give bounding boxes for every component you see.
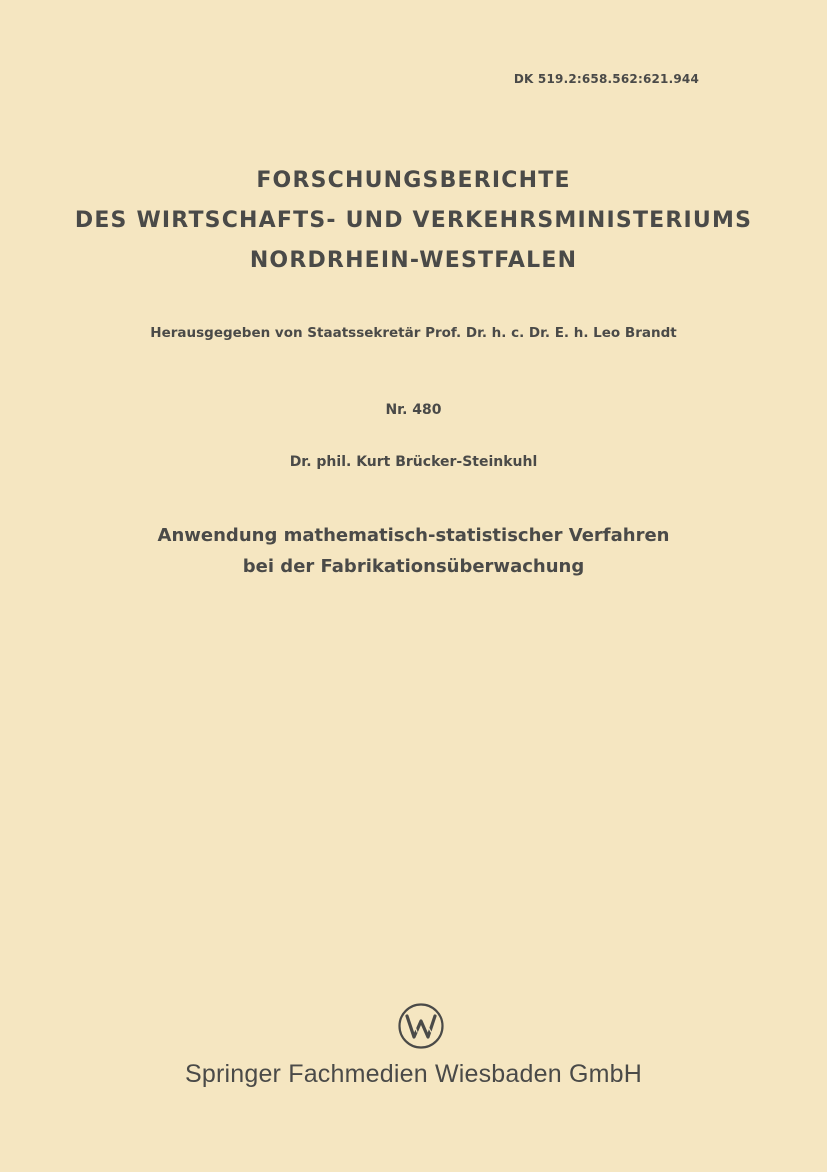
report-number: Nr. 480 <box>385 402 442 418</box>
classification-code: DK 519.2:658.562:621.944 <box>513 72 699 86</box>
editor-line: Herausgegeben von Staatssekretär Prof. Dr. h. c. Dr. E. h. Leo Brandt <box>150 325 677 341</box>
series-title-line-1: FORSCHUNGSBERICHTE <box>256 168 571 193</box>
publisher-w-logo-icon <box>397 1002 445 1050</box>
series-title-line-3: NORDRHEIN-WESTFALEN <box>249 248 578 273</box>
book-title-line-2: bei der Fabrikationsüberwachung <box>242 556 585 577</box>
series-title-line-2: DES WIRTSCHAFTS- UND VERKEHRSMINISTERIUMS <box>74 208 753 233</box>
publisher-name: Springer Fachmedien Wiesbaden GmbH <box>184 1060 642 1088</box>
author-name: Dr. phil. Kurt Brücker-Steinkuhl <box>289 454 538 470</box>
book-title-line-1: Anwendung mathematisch-statistischer Verfahren <box>157 525 670 546</box>
